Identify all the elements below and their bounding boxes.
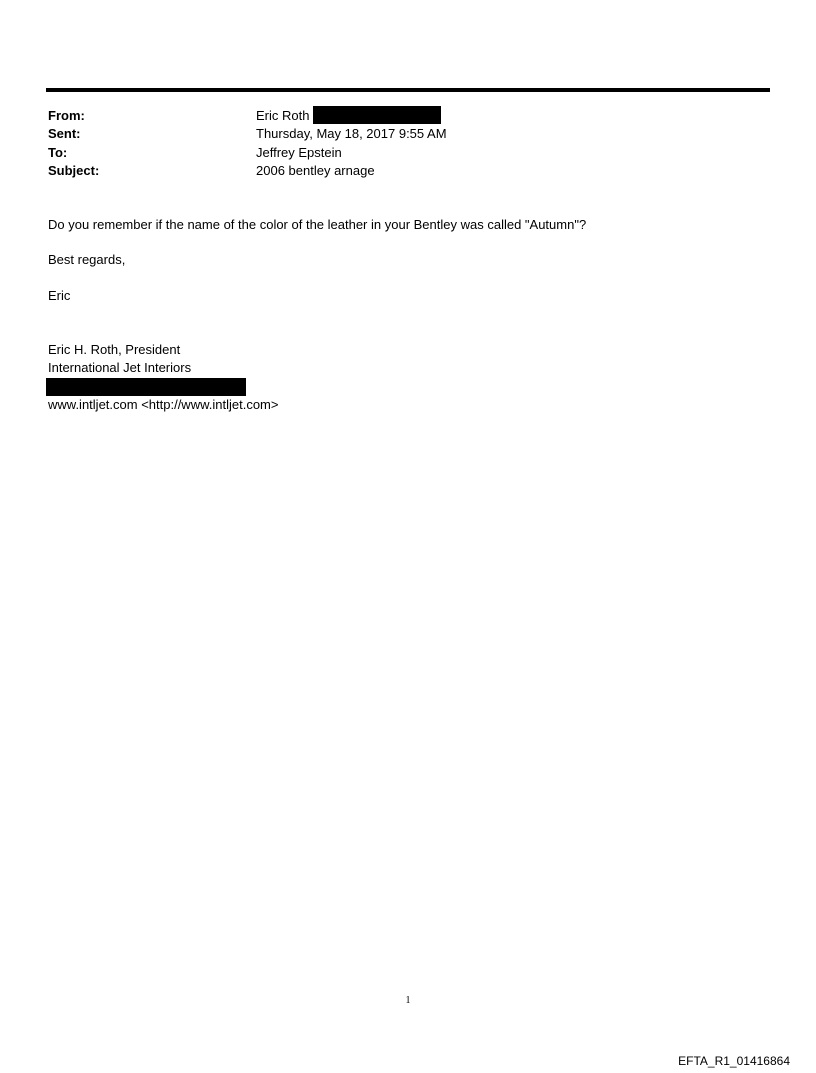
signature-website: www.intljet.com <http://www.intljet.com>: [48, 397, 279, 412]
signature-company: International Jet Interiors: [48, 360, 192, 375]
from-value: Eric Roth: [256, 108, 310, 123]
page-number: 1: [405, 995, 411, 1006]
sent-value: Thursday, May 18, 2017 9:55 AM: [256, 126, 447, 141]
redaction-bar: [46, 378, 246, 396]
sent-label: Sent:: [48, 126, 81, 141]
message-closing: Best regards,: [48, 252, 126, 267]
message-sign-name: Eric: [48, 288, 71, 303]
subject-label: Subject:: [48, 163, 100, 178]
signature-title: Eric H. Roth, President: [48, 342, 181, 357]
to-label: To:: [48, 145, 68, 160]
subject-value: 2006 bentley arnage: [256, 163, 375, 178]
message-question: Do you remember if the name of the color of the leather in your Bentley was called "Autumn"?: [48, 217, 587, 232]
header-divider: [46, 88, 770, 92]
redaction-bar: [313, 106, 441, 124]
bates-number: EFTA_R1_01416864: [678, 1054, 790, 1068]
to-value: Jeffrey Epstein: [256, 145, 342, 160]
from-label: From:: [48, 108, 85, 123]
